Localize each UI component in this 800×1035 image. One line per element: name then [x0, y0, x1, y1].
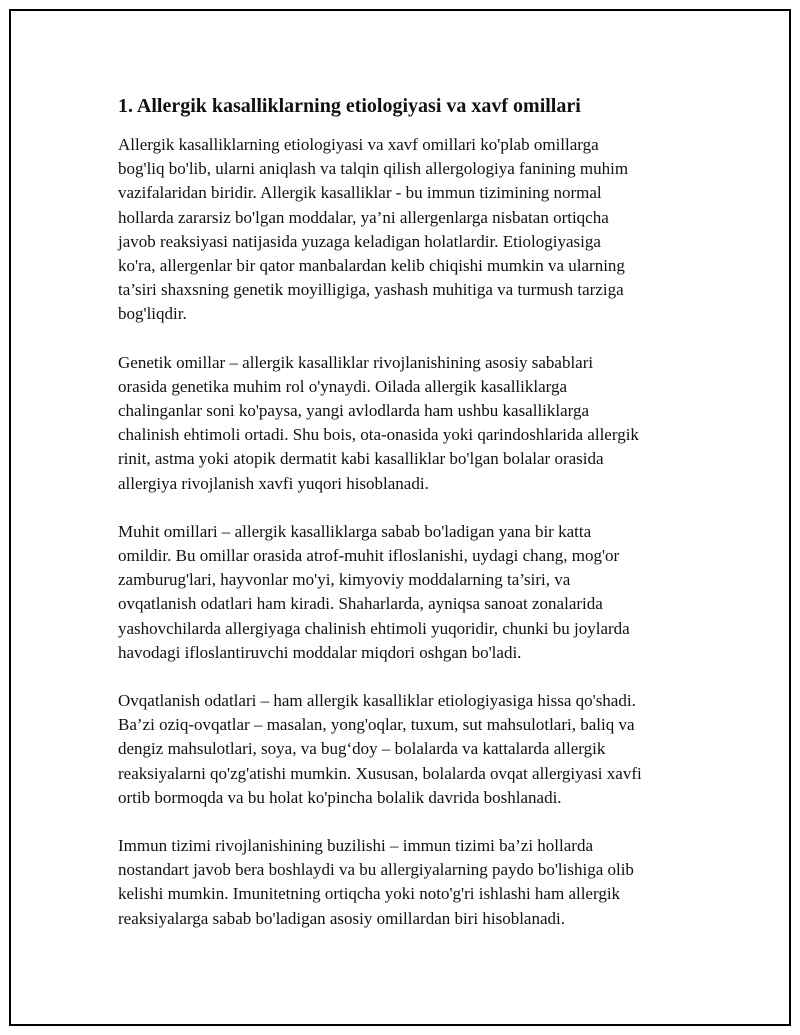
paragraph-line: dengiz mahsulotlari, soya, va bug‘doy – bolalarda va kattalarda allergik: [118, 739, 606, 759]
paragraph-line: Allergik kasalliklarning etiologiyasi va xavf omillari ko'plab omillarga: [118, 135, 599, 154]
paragraph-line: Immun tizimi rivojlanishining buzilishi – immun tizimi ba’zi hollarda: [118, 836, 593, 856]
section-heading: 1. Allergik kasalliklarning etiologiyasi va xavf omillari: [118, 95, 581, 117]
paragraph-line: javob reaksiyasi natijasida yuzaga keladigan holatlardir. Etiologiyasiga: [118, 231, 601, 251]
paragraph-line: ta’siri shaxsning genetik moyilligiga, yashash muhitiga va turmush tarziga: [118, 280, 624, 300]
paragraph-line: orasida genetika muhim rol o'ynaydi. Oilada allergik kasalliklarga: [118, 376, 568, 396]
paragraph-line: vazifalaridan biridir. Allergik kasalliklar - bu immun tizimining normal: [118, 183, 602, 203]
paragraph-line: rinit, astma yoki atopik dermatit kabi kasalliklar bo'lgan bolalar orasida: [118, 449, 604, 469]
paragraph-line: chalinish ehtimoli ortadi. Shu bois, ota-onasida yoki qarindoshlarida allergik: [118, 425, 639, 445]
paragraph-line: Genetik omillar – allergik kasalliklar rivojlanishining asosiy sabablari: [118, 352, 594, 372]
paragraph-line: kelishi mumkin. Imunitetning ortiqcha yoki noto'g'ri ishlashi ham allergik: [118, 884, 621, 904]
paragraph-line: allergiya rivojlanish xavfi yuqori hisoblanadi.: [118, 473, 429, 493]
paragraph: [118, 520, 698, 665]
paragraph-line: yashovchilarda allergiyaga chalinish ehtimoli yuqoridir, chunki bu joylarda: [118, 618, 630, 638]
paragraph-list: [118, 133, 698, 931]
document-body: [118, 92, 698, 955]
paragraph-line: reaksiyalarga sabab bo'ladigan asosiy omillardan biri hisoblanadi.: [118, 908, 565, 928]
paragraph-line: Ba’zi oziq-ovqatlar – masalan, yong'oqlar, tuxum, sut mahsulotlari, baliq va: [118, 715, 635, 735]
paragraph-line: omildir. Bu omillar orasida atrof-muhit ifloslanishi, uydagi chang, mog'or: [118, 546, 620, 566]
paragraph-line: ortib bormoqda va bu holat ko'pincha bolalik davrida boshlanadi.: [118, 787, 562, 807]
paragraph-line: nostandart javob bera boshlaydi va bu allergiyalarning paydo bo'lishiga olib: [118, 860, 634, 880]
paragraph-line: bog'liqdir.: [118, 304, 187, 324]
paragraph-line: zamburug'lari, hayvonlar mo'yi, kimyoviy moddalarning ta’siri, va: [118, 570, 571, 590]
paragraph: [118, 133, 698, 327]
paragraph: [118, 689, 698, 810]
paragraph-line: reaksiyalarni qo'zg'atishi mumkin. Xususan, bolalarda ovqat allergiyasi xavfi: [118, 763, 642, 783]
paragraph-line: ko'ra, allergenlar bir qator manbalardan kelib chiqishi mumkin va ularning: [118, 256, 625, 276]
paragraph-line: Ovqatlanish odatlari – ham allergik kasalliklar etiologiyasiga hissa qo'shadi.: [118, 691, 636, 711]
paragraph: [118, 834, 698, 931]
paragraph: [118, 351, 698, 496]
paragraph-line: havodagi ifloslantiruvchi moddalar miqdori oshgan bo'ladi.: [118, 642, 522, 662]
paragraph-line: Muhit omillari – allergik kasalliklarga sabab bo'ladigan yana bir katta: [118, 521, 592, 541]
paragraph-line: ovqatlanish odatlari ham kiradi. Shaharlarda, ayniqsa sanoat zonalarida: [118, 594, 603, 614]
paragraph-line: hollarda zararsiz bo'lgan moddalar, ya’ni allergenlarga nisbatan ortiqcha: [118, 207, 609, 227]
paragraph-line: bog'liq bo'lib, ularni aniqlash va talqin qilish allergologiya fanining muhim: [118, 159, 629, 179]
paragraph-line: chalinganlar soni ko'paysa, yangi avlodlarda ham ushbu kasalliklarga: [118, 401, 590, 421]
